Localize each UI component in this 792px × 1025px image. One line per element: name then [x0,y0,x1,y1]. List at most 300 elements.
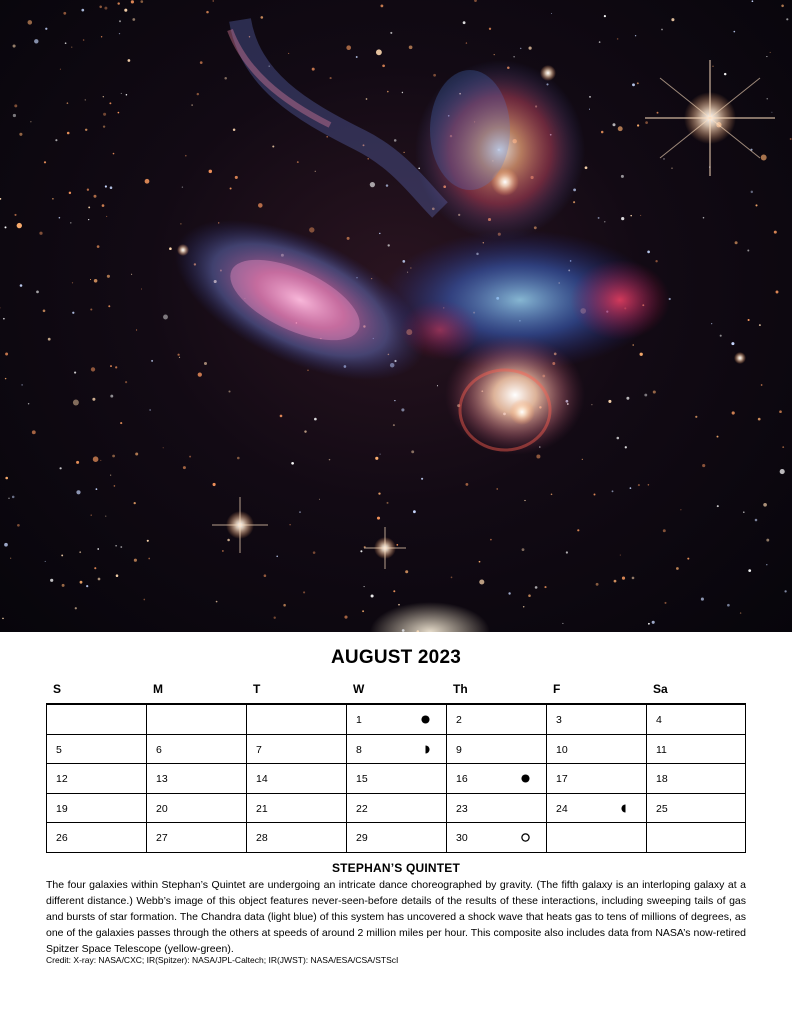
background-star [32,430,36,434]
background-star [0,198,1,200]
background-star [711,323,712,324]
day-number: 5 [56,743,62,756]
background-star [309,227,314,232]
background-star [735,241,738,244]
weekday-header: T [253,682,261,696]
background-star [177,354,179,356]
background-star [761,384,763,386]
background-star [119,20,121,22]
background-star [213,483,216,486]
background-star [126,94,128,96]
background-star [272,145,274,147]
background-star [92,398,95,401]
background-star [313,551,316,554]
background-star [147,540,149,542]
day-number: 16 [456,773,468,785]
background-star [701,598,704,601]
background-star [513,56,514,57]
background-star [62,584,65,587]
background-star [382,64,385,67]
background-star [770,52,771,53]
background-star [91,515,92,516]
background-star [766,56,767,57]
background-star [380,454,381,455]
background-star [191,104,192,105]
background-star [748,569,751,572]
background-star [227,539,230,542]
background-star [489,28,491,30]
background-star [94,279,98,283]
background-star [703,217,705,219]
background-star [34,39,38,43]
background-star [60,69,61,70]
background-star [326,136,328,138]
day-number: 18 [656,773,668,785]
day-number: 3 [556,714,562,726]
background-star [204,362,207,365]
background-star [755,519,758,522]
calendar-day-cell [46,735,146,765]
background-star [65,42,67,44]
calendar-day-cell [646,764,746,794]
background-star [90,279,91,280]
background-star [258,203,263,208]
background-star [28,403,29,404]
background-star [299,511,300,512]
calendar-day-cell [446,764,546,794]
calendar-day-cell [46,823,146,853]
calendar-day-cell [246,794,346,824]
calendar-day-cell [146,823,246,853]
calendar-day-cell [546,794,646,824]
background-star [119,33,120,34]
background-star [103,125,105,127]
background-star [329,459,331,461]
background-star [617,437,620,440]
background-star [17,223,22,228]
background-star [99,6,102,9]
background-star [185,155,187,157]
background-star [73,400,79,406]
background-star [360,550,362,552]
background-star [566,551,568,553]
background-star [213,0,214,1]
day-number: 25 [656,802,668,815]
background-star [671,168,672,169]
background-star [118,112,120,114]
background-star [528,594,531,597]
background-star [94,195,97,198]
day-number: 21 [256,802,268,815]
background-star [216,601,218,603]
day-number: 14 [256,773,268,785]
background-star [134,502,136,504]
background-star [356,56,358,58]
background-star [594,494,596,496]
background-star [115,545,117,547]
background-star [76,490,80,494]
background-star [163,315,168,320]
background-star [648,623,650,625]
background-star [116,574,119,577]
background-star [767,98,768,99]
background-star [743,511,745,513]
background-star [85,99,86,100]
calendar-day-cell [246,764,346,794]
calendar-day-cell [146,764,246,794]
day-number: 9 [456,743,462,756]
background-star [0,307,1,308]
background-star [183,466,186,469]
background-star [377,517,380,520]
day-number: 6 [156,743,162,756]
background-star [110,186,113,189]
background-star [3,318,5,320]
background-star [585,166,588,169]
background-star [780,469,785,474]
background-star [394,400,395,401]
background-star [79,551,81,553]
background-star [661,29,663,31]
background-star [522,548,525,551]
background-star [260,16,263,19]
background-star [180,223,181,224]
background-star [304,430,306,432]
background-star [763,503,767,507]
background-star [107,275,110,278]
background-star [39,232,42,235]
background-star [12,496,15,499]
background-star [393,590,395,592]
background-star [648,484,650,486]
calendar-day-cell [46,794,146,824]
calendar-day-cell [646,705,746,735]
background-star [74,372,76,374]
background-star [496,488,497,489]
background-star [562,623,563,624]
background-star [582,459,583,460]
background-star [135,453,138,456]
background-star [75,607,77,609]
background-star [8,498,9,499]
background-star [276,556,278,558]
background-star [396,544,398,546]
background-star [96,488,98,490]
background-star [63,12,66,15]
background-star [200,61,203,64]
background-star [319,499,320,500]
background-star [59,467,61,469]
background-star [4,543,8,547]
background-star [93,456,99,462]
background-star [228,390,230,392]
background-star [114,485,116,487]
day-number: 2 [456,714,462,726]
background-star [551,494,553,496]
background-star [637,82,639,84]
background-star [755,204,757,206]
background-star [330,77,332,79]
background-star [124,9,127,12]
day-number: 10 [556,743,568,756]
background-star [687,558,689,560]
background-star [103,96,104,97]
background-star [151,360,153,362]
background-star [19,133,22,136]
background-star [110,365,112,367]
background-star [100,460,101,461]
background-star [720,335,722,337]
background-star [141,288,142,289]
day-number: 22 [356,802,368,815]
background-star [617,38,619,40]
background-star [362,610,364,612]
background-star [717,436,719,438]
lower-galaxy-nucleus [509,399,535,425]
calendar-day-cell [546,735,646,765]
foreground-star-top [540,65,556,81]
background-star [109,102,111,104]
background-star [5,378,6,379]
background-star [125,381,127,383]
day-number: 29 [356,832,368,844]
background-star [676,567,679,570]
day-number: 11 [656,743,667,756]
background-star [179,357,180,358]
background-star [131,274,132,275]
background-star [724,73,726,75]
background-star [529,47,532,50]
calendar-empty-cell [46,705,146,735]
day-number: 15 [356,773,368,785]
background-star [589,109,590,110]
background-star [640,353,643,356]
bottom-glow [370,602,490,632]
background-star [105,516,106,517]
background-star [97,245,100,248]
background-star [393,424,395,426]
background-star [401,408,404,411]
background-star [751,191,753,193]
calendar-day-cell [346,764,446,794]
background-star [103,113,106,116]
background-star [209,170,212,173]
background-star [479,579,484,584]
day-number: 28 [256,832,268,844]
background-star [632,344,634,346]
calendar-day-cell [446,794,546,824]
background-star [88,219,89,220]
background-star [779,410,782,413]
background-star [121,93,122,94]
background-star [143,599,145,601]
caption-title: STEPHAN’S QUINTET [331,861,461,875]
calendar-empty-cell [246,705,346,735]
background-star [463,21,466,24]
background-star [387,91,389,93]
weekday-header: Th [453,682,468,696]
background-star [87,189,89,191]
background-star [784,590,786,592]
background-star [551,13,552,14]
background-star [479,561,481,563]
background-star [30,121,31,122]
background-star [625,446,627,448]
background-star [13,114,16,117]
background-star [632,577,635,580]
background-star [101,36,102,37]
background-star [403,152,404,153]
background-star [71,47,72,48]
background-star [5,353,8,356]
day-number: 12 [56,773,68,785]
background-star [596,583,599,586]
background-star [544,586,546,588]
background-star [14,104,17,107]
background-star [748,319,750,321]
background-star [387,502,389,504]
background-star [13,44,16,47]
background-star [81,9,84,12]
background-star [598,217,600,219]
background-star [664,602,666,604]
upper-galaxy-nucleus [491,168,519,196]
day-number: 13 [156,773,168,785]
background-star [17,524,20,527]
background-star [376,49,382,55]
background-star [291,462,294,465]
background-star [131,0,134,3]
background-star [86,585,88,587]
background-star [640,215,641,216]
day-number: 4 [656,714,662,726]
background-star [5,226,7,228]
calendar-empty-cell [146,705,246,735]
moon-phase-full-icon [421,715,430,724]
background-star [235,176,238,179]
background-star [36,291,39,294]
background-star [237,457,240,460]
background-star [663,529,666,532]
background-star [380,4,383,7]
calendar-day-cell [446,823,546,853]
background-star [608,400,611,403]
background-star [621,217,624,220]
background-star [766,564,767,565]
background-star [364,586,365,587]
background-star [774,231,777,234]
background-star [264,574,267,577]
background-star [386,184,388,186]
background-star [474,0,477,2]
background-star [280,415,283,418]
weekday-header-row [46,682,746,702]
background-star [43,309,46,312]
background-star [375,457,378,460]
moon-phase-first-quarter-icon [421,745,430,754]
background-star [98,578,101,581]
background-star [622,577,625,580]
background-star [59,217,61,219]
background-star [652,621,655,624]
background-star [490,539,492,541]
background-star [733,31,735,33]
day-number: 23 [456,802,468,815]
background-star [378,492,380,494]
background-star [411,450,414,453]
background-star [44,161,46,163]
background-star [69,192,71,194]
calendar-day-cell [346,794,446,824]
weekday-header: S [53,682,62,696]
background-star [405,570,408,573]
background-star [274,617,276,619]
moon-phase-last-quarter-icon [621,804,630,813]
background-star [680,509,681,510]
background-star [601,131,604,134]
background-star [758,418,761,421]
background-star [76,461,79,464]
star-forming-region [570,260,670,340]
background-star [113,153,115,155]
background-star [28,20,33,25]
background-star [169,247,172,250]
background-star [91,367,95,371]
background-star [120,422,122,424]
calendar-empty-cell [546,823,646,853]
moon-phase-new-icon [521,833,530,842]
background-star [303,591,305,593]
calendar-day-cell [346,705,446,735]
background-star [630,215,632,217]
background-star [110,475,111,476]
background-star [508,592,510,594]
background-star [102,204,105,207]
background-star [55,139,57,141]
background-star [727,604,730,607]
background-star [740,612,741,613]
background-star [647,251,650,254]
foreground-star-right [734,352,746,364]
background-star [370,182,375,187]
calendar-day-cell [146,794,246,824]
background-star [466,42,467,43]
background-star [283,604,286,607]
background-star [134,559,137,562]
caption-body: The four galaxies within Stephan’s Quintet are undergoing an intricate dance choreographed by gravity. (The fifth galaxy is an interloping galaxy at a different distance.) Webb’s image of this object features never-seen-before details of the results of these interactions, including sweeping tails of gas and bursts of star formation. The Chandra data (light blue) of this system has uncovered a shock wave that heats gas to tens of millions of degrees, as one of the galaxies passes through the others at speeds of around 2 million miles per hour. This composite also includes data from NASA’s now-retired Spitzer Space Telescope (yellow-green). [46,879,746,955]
background-star [347,237,350,240]
background-star [88,206,90,208]
background-star [104,7,107,10]
background-star [5,477,8,480]
calendar-day-cell [246,823,346,853]
background-star [644,394,647,397]
background-star [612,490,614,492]
background-star [346,45,351,50]
background-star [85,129,87,131]
background-star [451,577,453,579]
background-star [163,447,164,448]
background-star [72,282,73,283]
background-star [45,561,46,562]
background-star [421,478,423,480]
background-star [110,395,113,398]
background-star [577,529,579,531]
background-star [140,0,143,3]
background-star [771,112,772,113]
background-star [747,250,749,252]
day-number: 26 [56,832,68,844]
